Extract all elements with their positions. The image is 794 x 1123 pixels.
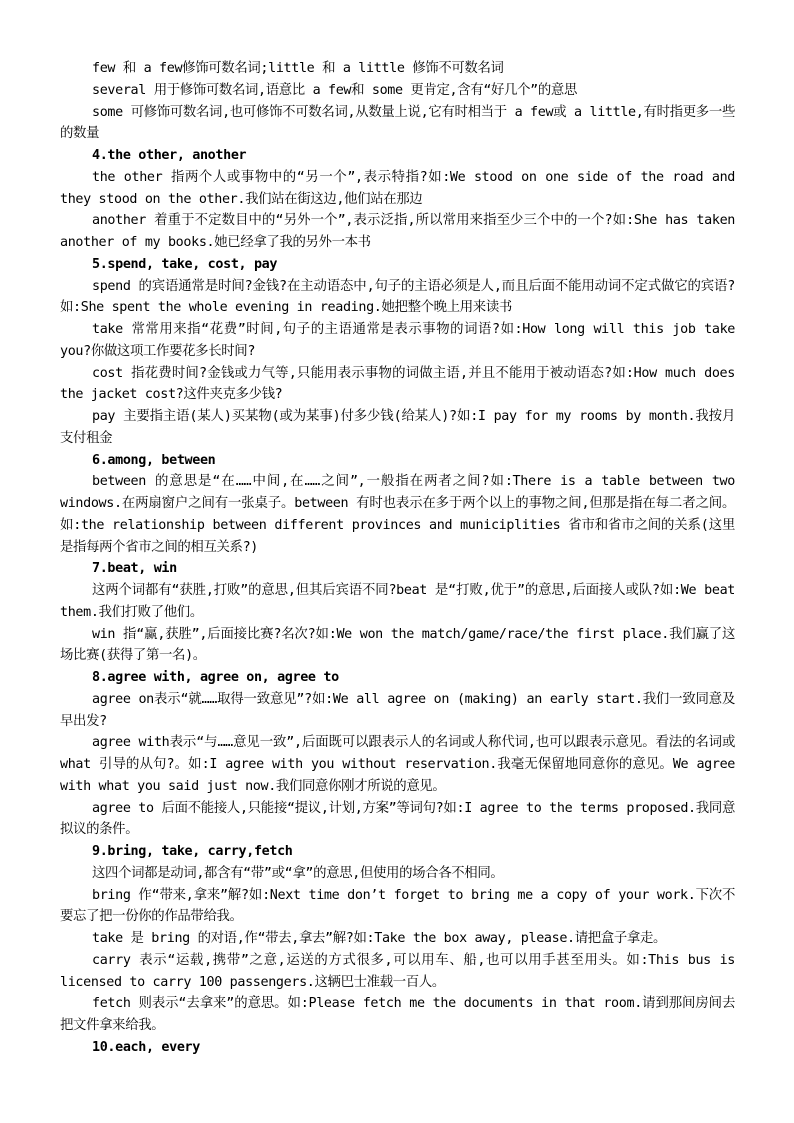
section-heading: 5.spend, take, cost, pay xyxy=(92,256,278,272)
paragraph: take 是 bring 的对语,作“带去,拿去”解?如:Take the box away, please.请把盒子拿走。 xyxy=(92,931,667,946)
section-heading: 9.bring, take, carry,fetch xyxy=(92,844,293,859)
paragraph: agree to 后面不能接人,只能接“提议,计划,方案”等词句?如:I agree to the terms proposed.我同意拟议的条件。 xyxy=(60,800,735,838)
paragraph: few 和 a few修饰可数名词;little 和 a little 修饰不可数名词 xyxy=(92,61,504,76)
paragraph: fetch 则表示“去拿来”的意思。如:Please fetch me the documents in that room.请到那间房间去把文件拿来给我。 xyxy=(60,996,735,1033)
paragraph: agree on表示“就……取得一致意见”?如:We all agree on (making) an early start.我们一致同意及早出发? xyxy=(60,691,735,729)
paragraph: cost 指花费时间?金钱或力气等,只能用表示事物的词做主语,并且不能用于被动语态?如:How much does the jacket cost?这件夹克多少钱? xyxy=(60,365,735,403)
paragraph: 这两个词都有“获胜,打败”的意思,但其后宾语不同?beat 是“打败,优于”的意思,后面接人或队?如:We beat them.我们打败了他们。 xyxy=(60,583,735,620)
document-body xyxy=(60,58,735,1059)
paragraph: several 用于修饰可数名词,语意比 a few和 some 更肯定,含有“好几个”的意思 xyxy=(92,82,578,98)
section-heading: 7.beat, win xyxy=(92,561,177,577)
paragraph: win 指“赢,获胜”,后面接比赛?名次?如:We won the match/game/race/the first place.我们赢了这场比赛(获得了第一名)。 xyxy=(60,626,735,664)
section-heading: 6.among, between xyxy=(92,452,216,468)
paragraph: agree with表示“与……意见一致”,后面既可以跟表示人的名词或人称代词,也可以跟表示意见。看法的名词或what 引导的从句?。如:I agree with you without reservation.我毫无保留地同意你的意见。We agree with what you said just now.我们同意你刚才所说的意见。 xyxy=(60,735,735,794)
paragraph: pay 主要指主语(某人)买某物(或为某事)付多少钱(给某人)?如:I pay for my rooms by month.我按月支付租金 xyxy=(60,409,735,446)
paragraph: some 可修饰可数名词,也可修饰不可数名词,从数量上说,它有时相当于 a few或 a little,有时指更多一些的数量 xyxy=(60,104,735,142)
paragraph: bring 作“带来,拿来”解?如:Next time don’t forget to bring me a copy of your work.下次不要忘了把一份你的作品带给我。 xyxy=(60,887,735,925)
section-heading: 8.agree with, agree on, agree to xyxy=(92,670,339,685)
paragraph: the other 指两个人或事物中的“另一个”,表示特指?如:We stood on one side of the road and they stood on the other.我们站在街这边,他们站在那边 xyxy=(60,169,735,207)
paragraph: spend 的宾语通常是时间?金钱?在主动语态中,句子的主语必须是人,而且后面不能用动词不定式做它的宾语?如:She spent the whole evening in reading.她把整个晚上用来读书 xyxy=(60,278,735,316)
paragraph: between 的意思是“在……中间,在……之间”,一般指在两者之间?如:There is a table between two windows.在两扇窗户之间有一张桌子。between 有时也表示在多于两个以上的事物之间,但那是指在每二者之间。如:the relationship between different provinces and municiplities 省市和省市之间的关系(这里是指每两个省市之间的相互关系?) xyxy=(60,474,735,555)
paragraph: 这四个词都是动词,都含有“带”或“拿”的意思,但使用的场合各不相同。 xyxy=(92,865,504,881)
paragraph: another 着重于不定数目中的“另外一个”,表示泛指,所以常用来指至少三个中的一个?如:She has taken another of my books.她已经拿了我的另外一本书 xyxy=(60,213,735,250)
paragraph: take 常常用来指“花费”时间,句子的主语通常是表示事物的词语?如:How long will this job take you?你做这项工作要花多长时间? xyxy=(60,322,735,359)
section-heading: 4.the other, another xyxy=(92,148,247,163)
section-heading: 10.each, every xyxy=(92,1039,200,1055)
paragraph: carry 表示“运载,携带”之意,运送的方式很多,可以用车、船,也可以用手甚至用头。如:This bus is licensed to carry 100 passengers.这辆巴士准载一百人。 xyxy=(60,952,735,990)
